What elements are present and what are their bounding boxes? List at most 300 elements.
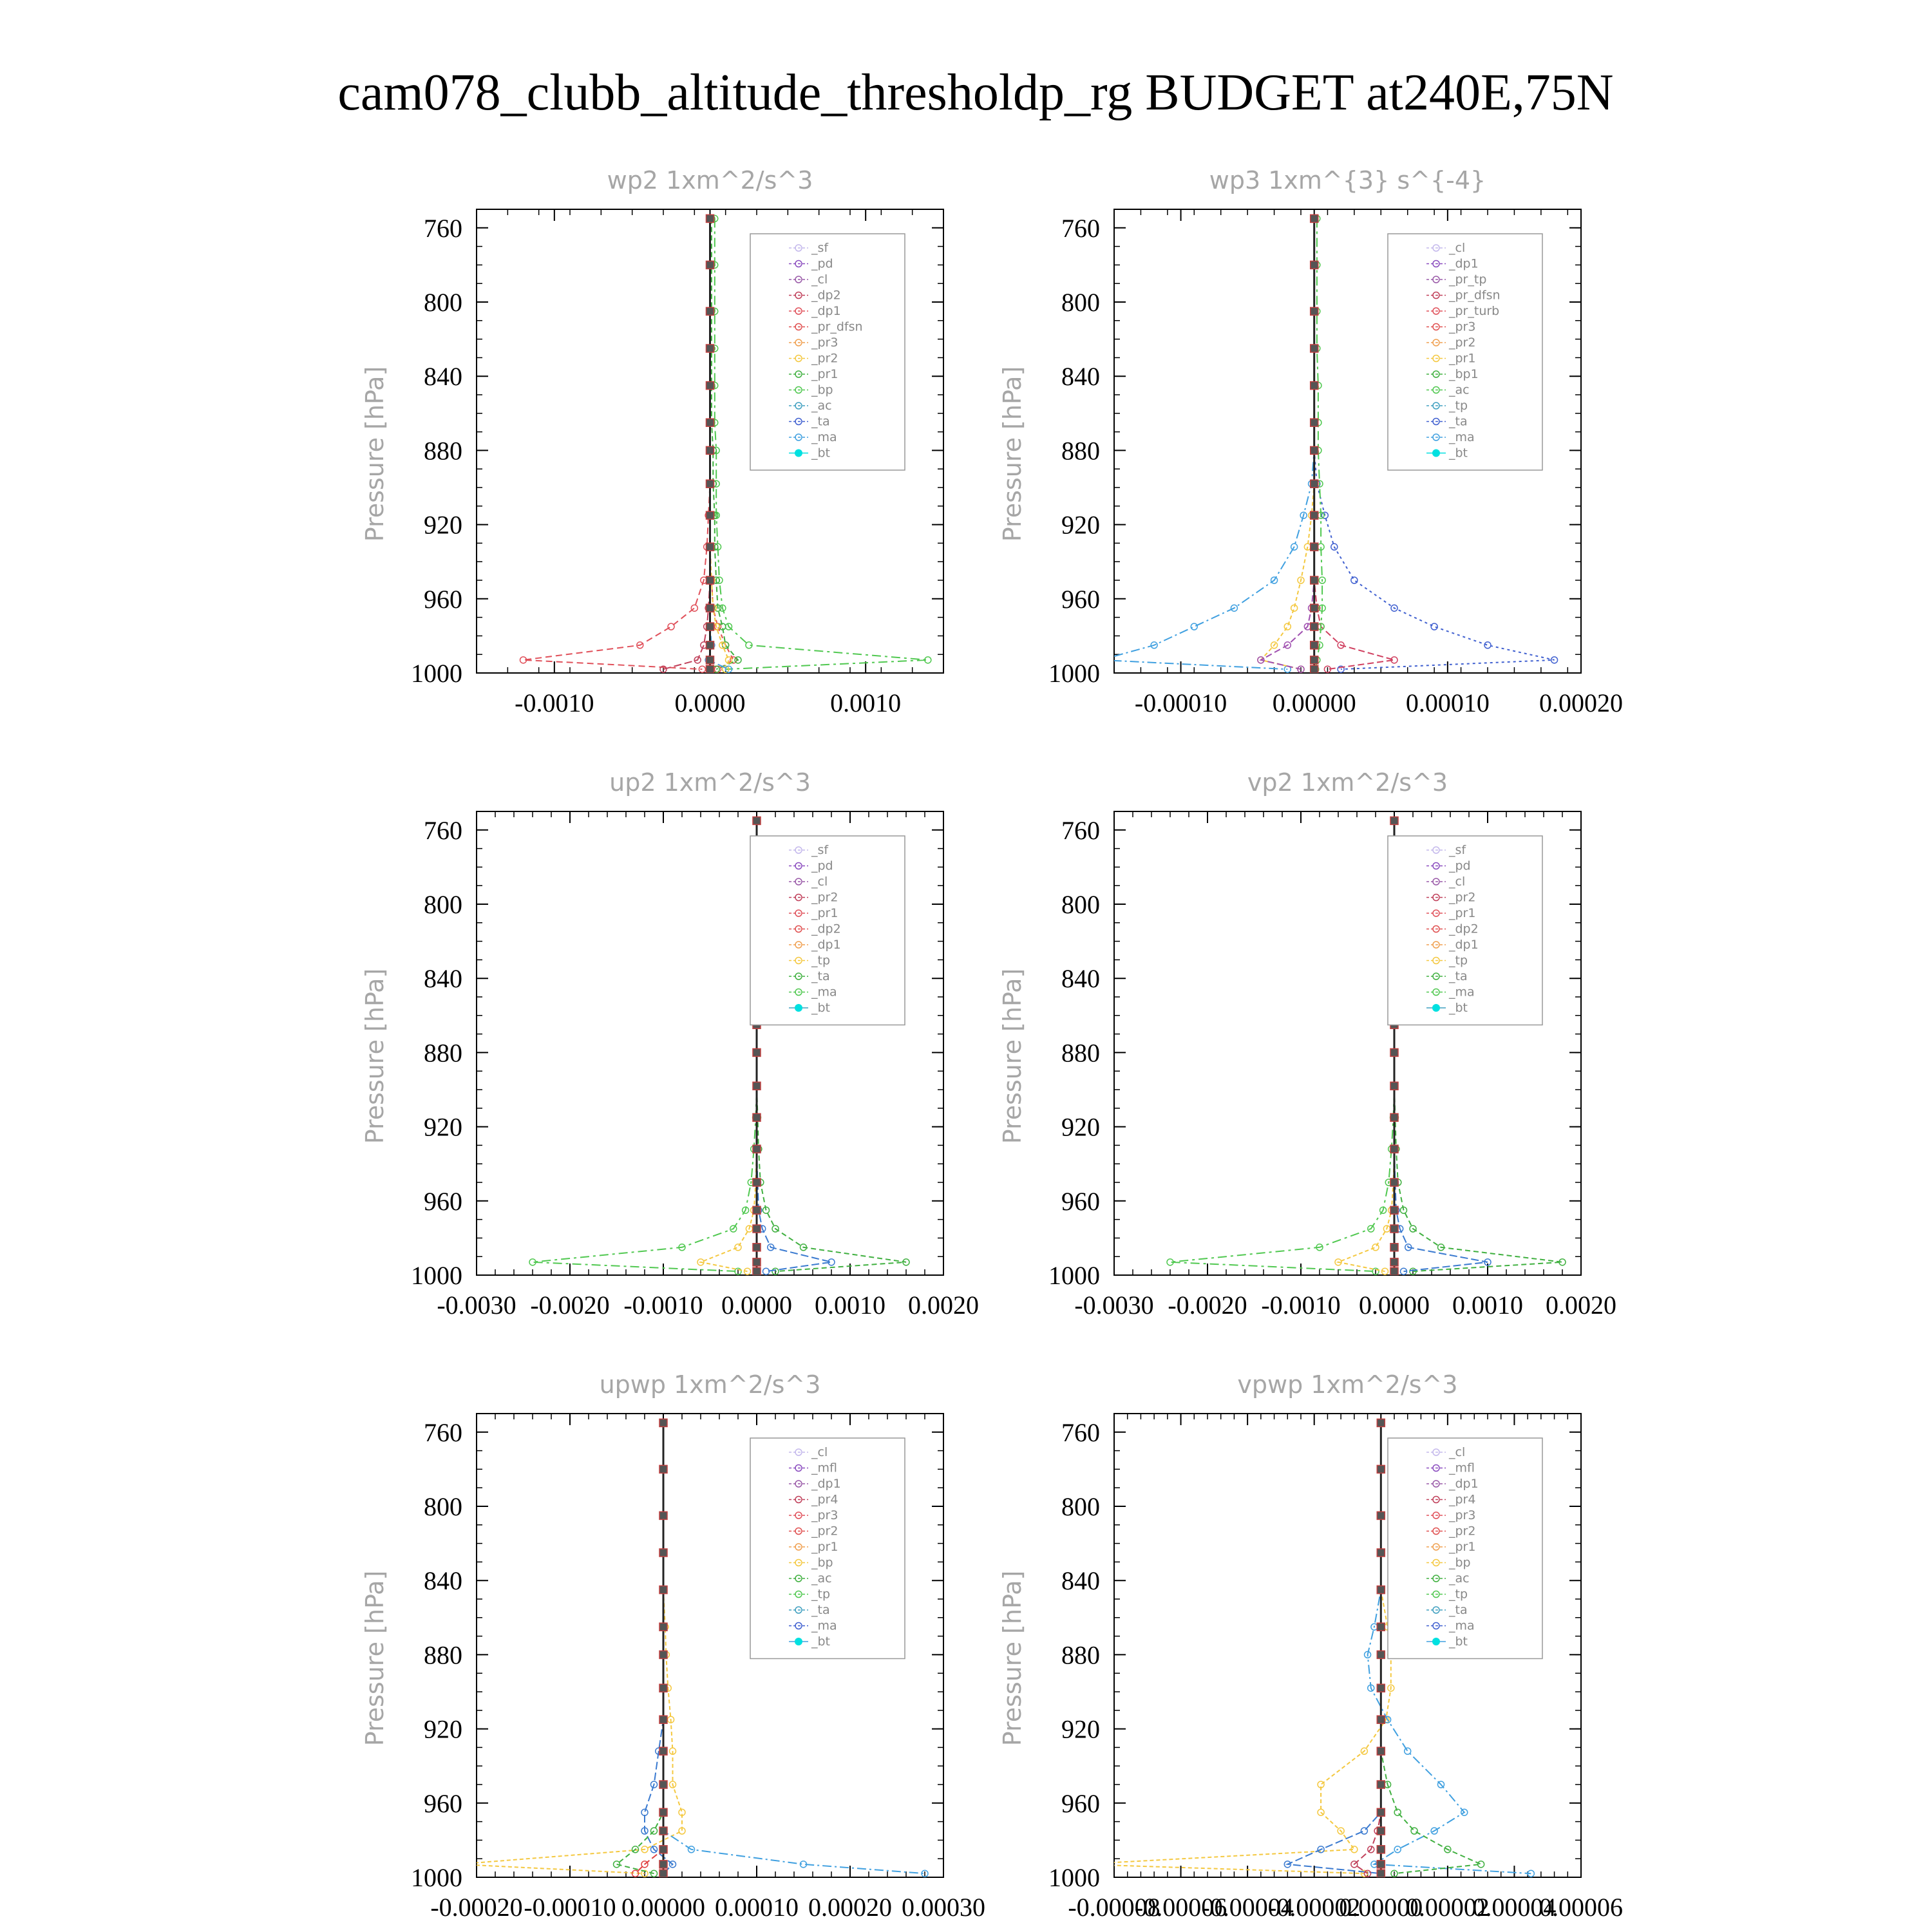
- x-tick-label: 0.0000: [1359, 1291, 1430, 1320]
- x-tick-label: 0.0010: [1452, 1291, 1523, 1320]
- y-tick-label: 840: [1061, 362, 1100, 392]
- series-line_pr_dfsn: [710, 218, 734, 669]
- legend-label: _pr2: [811, 890, 838, 905]
- legend-label: _bp: [1449, 1555, 1471, 1570]
- legend-label: _pr1: [811, 906, 838, 920]
- data-point_bt: [659, 1747, 667, 1755]
- y-axis-label: Pressure [hPa]: [998, 366, 1027, 542]
- legend-label: _cl: [1449, 875, 1466, 889]
- x-tick-label: -0.0010: [623, 1291, 703, 1320]
- data-point_bt: [1311, 480, 1318, 488]
- y-tick-label: 880: [1061, 1038, 1100, 1068]
- data-point_ma: [1405, 1748, 1411, 1754]
- y-axis-label: Pressure [hPa]: [361, 366, 389, 542]
- legend-marker: [795, 1638, 802, 1645]
- data-point_bt: [753, 1258, 761, 1266]
- data-point_bt: [706, 382, 714, 390]
- series-line_pr1: [458, 1423, 682, 1873]
- x-tick-label: 0.0000: [721, 1291, 792, 1320]
- data-point_bt: [1377, 1511, 1385, 1519]
- legend-label: _cl: [811, 272, 828, 287]
- legend-label: _sf: [1449, 843, 1466, 857]
- legend-label: _ta: [811, 1603, 830, 1617]
- legend-label: _ta: [1449, 414, 1468, 429]
- data-point_bt: [1377, 1747, 1385, 1755]
- legend-label: _pr1: [811, 367, 838, 381]
- data-point_pr1: [1372, 1244, 1379, 1251]
- data-point_bt: [753, 1179, 761, 1186]
- x-tick-label: 0.00000: [621, 1893, 705, 1922]
- legend-label: _ac: [811, 399, 832, 413]
- legend-label: _ma: [811, 1618, 837, 1633]
- data-point_bt: [659, 1870, 667, 1877]
- data-point_bt: [1311, 656, 1318, 664]
- data-point_bt: [706, 576, 714, 584]
- data-point_bt: [706, 446, 714, 454]
- data-point_bt: [706, 623, 714, 630]
- data-point_bt: [1377, 1651, 1385, 1658]
- legend-label: _bt: [811, 446, 831, 460]
- y-tick-label: 920: [1061, 1112, 1100, 1142]
- x-tick-label: 0.00000: [1339, 1893, 1423, 1922]
- legend-label: _dp1: [811, 1477, 841, 1491]
- data-point_bt: [1377, 1716, 1385, 1723]
- y-tick-label: 920: [1061, 1714, 1100, 1744]
- legend-label: _pr1: [1449, 1540, 1476, 1554]
- legend-label: _pd: [1449, 858, 1471, 873]
- legend: [1388, 836, 1542, 1025]
- data-point_bt: [753, 1082, 761, 1090]
- y-axis-label: Pressure [hPa]: [361, 1570, 389, 1747]
- series-line_pr1: [712, 218, 738, 669]
- legend-label: _pr3: [1449, 319, 1476, 334]
- series-line_pr1: [701, 820, 757, 1271]
- data-point_bt: [1311, 382, 1318, 390]
- legend-label: _pr2: [811, 351, 838, 366]
- legend-label: _bt: [811, 1001, 831, 1015]
- x-tick-label: -0.00004: [1201, 1893, 1294, 1922]
- legend-label: _cl: [1449, 1445, 1466, 1459]
- data-point_bt: [706, 656, 714, 664]
- y-tick-label: 760: [1061, 1417, 1100, 1447]
- y-tick-label: 760: [424, 815, 462, 845]
- legend-label: _sf: [811, 241, 829, 255]
- legend-label: _pd: [811, 256, 833, 271]
- x-tick-label: 0.00010: [1405, 688, 1490, 717]
- data-point_bt: [659, 1861, 667, 1868]
- data-point_bt: [1377, 1623, 1385, 1631]
- legend-label: _ma: [1449, 430, 1475, 444]
- series-line_tp: [1287, 1423, 1381, 1873]
- data-point_bt: [1390, 1206, 1398, 1214]
- legend-label: _dp2: [811, 922, 841, 936]
- panel-2: [998, 166, 1623, 717]
- y-tick-label: 800: [424, 288, 462, 317]
- data-point_bt: [1390, 817, 1398, 824]
- data-point_bt: [706, 665, 714, 673]
- y-tick-label: 800: [1061, 288, 1100, 317]
- y-tick-label: 800: [424, 890, 462, 919]
- y-tick-label: 1000: [1048, 1863, 1100, 1892]
- data-point_bt: [1390, 1048, 1398, 1056]
- data-point_bt: [1390, 1179, 1398, 1186]
- legend: [1388, 1438, 1542, 1659]
- x-tick-label: 0.00020: [1539, 688, 1623, 717]
- y-tick-label: 920: [1061, 510, 1100, 540]
- y-axis-label: Pressure [hPa]: [998, 968, 1027, 1144]
- legend-label: _cl: [811, 1445, 828, 1459]
- data-point_ma: [1191, 623, 1197, 630]
- data-point_bt: [1390, 1082, 1398, 1090]
- y-tick-label: 960: [1061, 1186, 1100, 1216]
- y-tick-label: 760: [1061, 213, 1100, 243]
- legend-label: _pr3: [811, 336, 838, 350]
- data-point_bt: [1377, 1827, 1385, 1835]
- data-point_bt: [706, 543, 714, 551]
- x-tick-label: 0.00002: [1405, 1893, 1490, 1922]
- series-line_pr1: [1338, 820, 1394, 1271]
- data-point_ta: [1431, 623, 1437, 630]
- data-point_bt: [1311, 623, 1318, 630]
- data-point_bt: [706, 641, 714, 649]
- data-point_ta: [1484, 642, 1491, 649]
- x-tick-label: 0.0020: [1546, 1291, 1616, 1320]
- x-tick-label: -0.00008: [1068, 1893, 1160, 1922]
- data-point_bt: [1377, 1465, 1385, 1473]
- y-tick-label: 920: [424, 510, 462, 540]
- data-point_bp: [1394, 1809, 1401, 1815]
- legend-marker: [795, 450, 802, 457]
- legend-label: _tp: [1449, 1587, 1468, 1602]
- data-point_bt: [706, 307, 714, 315]
- y-axis-label: Pressure [hPa]: [998, 1570, 1027, 1747]
- data-point_bt: [659, 1716, 667, 1723]
- data-point_bt: [1311, 419, 1318, 426]
- legend-label: _pr_turb: [1449, 304, 1500, 318]
- data-point_bt: [753, 1267, 761, 1275]
- x-tick-label: 0.00004: [1472, 1893, 1557, 1922]
- y-tick-label: 840: [1061, 1566, 1100, 1596]
- y-tick-label: 960: [424, 1186, 462, 1216]
- series-line_dp2: [663, 218, 710, 669]
- legend-label: _cl: [811, 875, 828, 889]
- legend-label: _cl: [1449, 241, 1466, 255]
- data-point_bt: [659, 1549, 667, 1557]
- legend-label: _pd: [811, 858, 833, 873]
- data-point_pr2: [1284, 623, 1291, 630]
- data-point_tp: [641, 1809, 648, 1815]
- x-tick-label: -0.00006: [1134, 1893, 1227, 1922]
- legend-label: _tp: [811, 1587, 831, 1602]
- legend-label: _dp1: [811, 938, 841, 952]
- data-point_bt: [706, 480, 714, 488]
- legend-label: _ac: [811, 1571, 832, 1586]
- legend-label: _pr_dfsn: [1449, 288, 1501, 303]
- panel-title: upwp 1xm^2/s^3: [599, 1370, 821, 1399]
- legend-label: _bt: [811, 1634, 831, 1649]
- y-tick-label: 920: [424, 1112, 462, 1142]
- legend-label: _pr1: [1449, 351, 1476, 366]
- data-point_bt: [706, 511, 714, 519]
- x-tick-label: 0.0020: [908, 1291, 979, 1320]
- y-tick-label: 960: [1061, 584, 1100, 614]
- y-tick-label: 800: [1061, 890, 1100, 919]
- series-line_tp: [645, 1423, 673, 1873]
- legend-marker: [1432, 450, 1440, 457]
- data-point_bt: [706, 345, 714, 352]
- x-tick-label: 0.00020: [808, 1893, 892, 1922]
- legend-label: _ta: [811, 414, 830, 429]
- data-point_bt: [659, 1827, 667, 1835]
- panel-title: up2 1xm^2/s^3: [609, 768, 811, 797]
- data-point_bt: [753, 1244, 761, 1251]
- data-point_bt: [659, 1781, 667, 1788]
- data-point_bt: [1390, 1225, 1398, 1233]
- x-tick-label: -0.0020: [1168, 1291, 1247, 1320]
- y-tick-label: 960: [424, 584, 462, 614]
- series-line_ma: [1101, 218, 1314, 669]
- panel-title: vp2 1xm^2/s^3: [1247, 768, 1448, 797]
- figure-title: cam078_clubb_altitude_thresholdp_rg BUDGET at240E,75N: [337, 64, 1614, 121]
- data-point_pr1: [735, 1244, 741, 1251]
- data-point_bt: [1390, 1113, 1398, 1121]
- x-tick-label: -0.0030: [1074, 1291, 1154, 1320]
- data-point_bt: [1311, 345, 1318, 352]
- legend-label: _ma: [811, 985, 837, 999]
- legend-label: _ac: [1449, 1571, 1470, 1586]
- legend-label: _ac: [1449, 383, 1470, 397]
- legend-label: _bp1: [1449, 367, 1479, 381]
- legend-label: _tp: [1449, 953, 1468, 968]
- y-tick-label: 920: [424, 1714, 462, 1744]
- legend-label: _pr3: [811, 1508, 838, 1522]
- y-tick-label: 880: [1061, 1640, 1100, 1670]
- legend-label: _ta: [811, 969, 830, 983]
- y-tick-label: 840: [424, 362, 462, 392]
- data-point_bt: [1377, 1684, 1385, 1692]
- data-point_dp1: [691, 605, 697, 611]
- legend-label: _dp1: [1449, 938, 1479, 952]
- y-tick-label: 840: [1061, 964, 1100, 994]
- panel-title: wp3 1xm^{3} s^{-4}: [1209, 166, 1486, 194]
- data-point_bt: [706, 419, 714, 426]
- data-point_bt: [1390, 1258, 1398, 1266]
- y-axis-label: Pressure [hPa]: [361, 968, 389, 1144]
- data-point_bt: [659, 1651, 667, 1658]
- legend-label: _bp: [811, 1555, 833, 1570]
- data-point_bt: [706, 214, 714, 222]
- y-tick-label: 880: [424, 1038, 462, 1068]
- data-point_bt: [659, 1846, 667, 1853]
- data-point_bt: [753, 1145, 761, 1153]
- y-tick-label: 1000: [411, 659, 462, 688]
- legend-label: _pr2: [811, 1524, 838, 1539]
- panel-3: [361, 768, 979, 1320]
- legend-label: _ma: [1449, 1618, 1475, 1633]
- legend-label: _dp1: [1449, 256, 1479, 271]
- series-line_pr2: [710, 218, 729, 669]
- y-tick-label: 1000: [1048, 659, 1100, 688]
- data-point_bt: [1377, 1808, 1385, 1816]
- y-tick-label: 1000: [1048, 1261, 1100, 1290]
- x-tick-label: -0.00010: [1134, 688, 1227, 717]
- data-point_bt: [659, 1511, 667, 1519]
- panel-1: [361, 166, 943, 717]
- data-point_bt: [1311, 665, 1318, 673]
- data-point_bt: [659, 1419, 667, 1426]
- data-point_bt: [1311, 604, 1318, 612]
- x-tick-label: 0.0000: [674, 688, 746, 717]
- y-tick-label: 1000: [411, 1863, 462, 1892]
- x-tick-label: -0.0020: [530, 1291, 610, 1320]
- legend-marker: [1432, 1004, 1440, 1012]
- x-tick-label: -0.00020: [430, 1893, 523, 1922]
- legend-label: _tp: [1449, 399, 1468, 413]
- legend-label: _bt: [1449, 1001, 1468, 1015]
- legend-label: _bt: [1449, 1634, 1468, 1649]
- legend-label: _pr1: [811, 1540, 838, 1554]
- legend-label: _bp: [811, 383, 833, 397]
- data-point_bt: [1390, 1267, 1398, 1275]
- series-line_dp1: [1354, 1423, 1381, 1873]
- data-point_bt: [1377, 1781, 1385, 1788]
- data-point_bt: [1377, 1586, 1385, 1594]
- y-tick-label: 840: [424, 1566, 462, 1596]
- x-tick-label: 0.0010: [830, 688, 902, 717]
- data-point_bt: [753, 1225, 761, 1233]
- legend-label: _sf: [811, 843, 829, 857]
- series-line_pr_turb: [1314, 218, 1394, 669]
- legend: [750, 1438, 905, 1659]
- data-point_bt: [659, 1808, 667, 1816]
- series-line_pr4: [636, 1423, 664, 1873]
- x-tick-label: 0.00030: [902, 1893, 985, 1922]
- series-line_pr2: [1261, 218, 1314, 669]
- y-tick-label: 1000: [411, 1261, 462, 1290]
- legend: [750, 234, 905, 470]
- panels: [361, 166, 1623, 1922]
- y-tick-label: 880: [424, 436, 462, 466]
- series-line_dp1: [1170, 820, 1394, 1271]
- series-line_pr1: [1081, 1423, 1391, 1873]
- legend-label: _pr1: [1449, 906, 1476, 920]
- data-point_bp: [1478, 1861, 1484, 1868]
- x-tick-label: 0.00010: [715, 1893, 799, 1922]
- legend-marker: [1432, 1638, 1440, 1645]
- panel-6: [998, 1370, 1623, 1922]
- data-point_bt: [1390, 1145, 1398, 1153]
- legend-marker: [795, 1004, 802, 1012]
- x-tick-label: -0.0030: [437, 1291, 516, 1320]
- x-tick-label: -0.00002: [1268, 1893, 1361, 1922]
- y-tick-label: 800: [1061, 1492, 1100, 1521]
- panel-5: [361, 1370, 985, 1922]
- data-point_bt: [1311, 576, 1318, 584]
- data-point_bt: [1311, 641, 1318, 649]
- legend-label: _pr2: [1449, 336, 1476, 350]
- y-tick-label: 760: [1061, 815, 1100, 845]
- legend-label: _pr_tp: [1449, 272, 1487, 287]
- legend-label: _dp1: [1449, 1477, 1479, 1491]
- data-point_dp1: [699, 666, 705, 672]
- y-tick-label: 840: [424, 964, 462, 994]
- data-point_bt: [706, 604, 714, 612]
- data-point_bp: [1411, 1828, 1417, 1834]
- y-tick-label: 800: [424, 1492, 462, 1521]
- y-tick-label: 760: [424, 1417, 462, 1447]
- series-line_dp1: [524, 218, 710, 669]
- y-tick-label: 960: [1061, 1788, 1100, 1818]
- data-point_bt: [706, 261, 714, 269]
- data-point_bt: [1311, 307, 1318, 315]
- data-point_bt: [1311, 511, 1318, 519]
- legend-label: _bt: [1449, 446, 1468, 460]
- data-point_bt: [1377, 1870, 1385, 1877]
- data-point_bt: [1377, 1861, 1385, 1868]
- data-point_bt: [1311, 446, 1318, 454]
- legend: [750, 836, 905, 1025]
- x-tick-label: -0.0010: [1261, 1291, 1341, 1320]
- data-point_bt: [1377, 1846, 1385, 1853]
- legend: [1388, 234, 1542, 470]
- legend-label: _ta: [1449, 1603, 1468, 1617]
- legend-label: _dp1: [811, 304, 841, 318]
- legend-label: _ma: [811, 430, 837, 444]
- data-point_bt: [659, 1623, 667, 1631]
- data-point_bt: [1311, 261, 1318, 269]
- legend-label: _pr4: [811, 1492, 838, 1507]
- series-line_bp: [617, 1423, 664, 1873]
- data-point_bt: [753, 817, 761, 824]
- legend-label: _dp2: [811, 288, 841, 303]
- y-tick-label: 960: [424, 1788, 462, 1818]
- legend-label: _mfl: [811, 1461, 837, 1475]
- data-point_bt: [753, 1113, 761, 1121]
- legend-label: _mfl: [1449, 1461, 1475, 1475]
- data-point_bt: [659, 1586, 667, 1594]
- legend-label: _pr2: [1449, 890, 1476, 905]
- data-point_bt: [659, 1465, 667, 1473]
- legend-label: _pr2: [1449, 1524, 1476, 1539]
- legend-label: _dp2: [1449, 922, 1479, 936]
- legend-label: _pr4: [1449, 1492, 1476, 1507]
- panel-title: vpwp 1xm^2/s^3: [1237, 1370, 1458, 1399]
- series-line_bp1: [1316, 218, 1322, 669]
- data-point_bt: [753, 1048, 761, 1056]
- legend-label: _pr_dfsn: [811, 319, 863, 334]
- data-point_bt: [1390, 1244, 1398, 1251]
- data-point_tp: [1361, 1828, 1367, 1834]
- y-tick-label: 880: [424, 1640, 462, 1670]
- x-tick-label: 0.0010: [815, 1291, 886, 1320]
- data-point_bt: [1311, 543, 1318, 551]
- data-point_bt: [659, 1684, 667, 1692]
- series-line_dp1: [533, 820, 757, 1271]
- legend-label: _ma: [1449, 985, 1475, 999]
- legend-label: _tp: [811, 953, 831, 968]
- legend-label: _ta: [1449, 969, 1468, 983]
- x-tick-label: -0.00010: [524, 1893, 616, 1922]
- panel-title: wp2 1xm^2/s^3: [607, 166, 813, 194]
- data-point_bt: [1377, 1549, 1385, 1557]
- data-point_dp1: [668, 623, 674, 630]
- y-tick-label: 760: [424, 213, 462, 243]
- y-tick-label: 880: [1061, 436, 1100, 466]
- x-tick-label: -0.0010: [515, 688, 594, 717]
- data-point_bt: [1377, 1419, 1385, 1426]
- x-tick-label: 0.00000: [1272, 688, 1356, 717]
- legend-label: _pr3: [1449, 1508, 1476, 1522]
